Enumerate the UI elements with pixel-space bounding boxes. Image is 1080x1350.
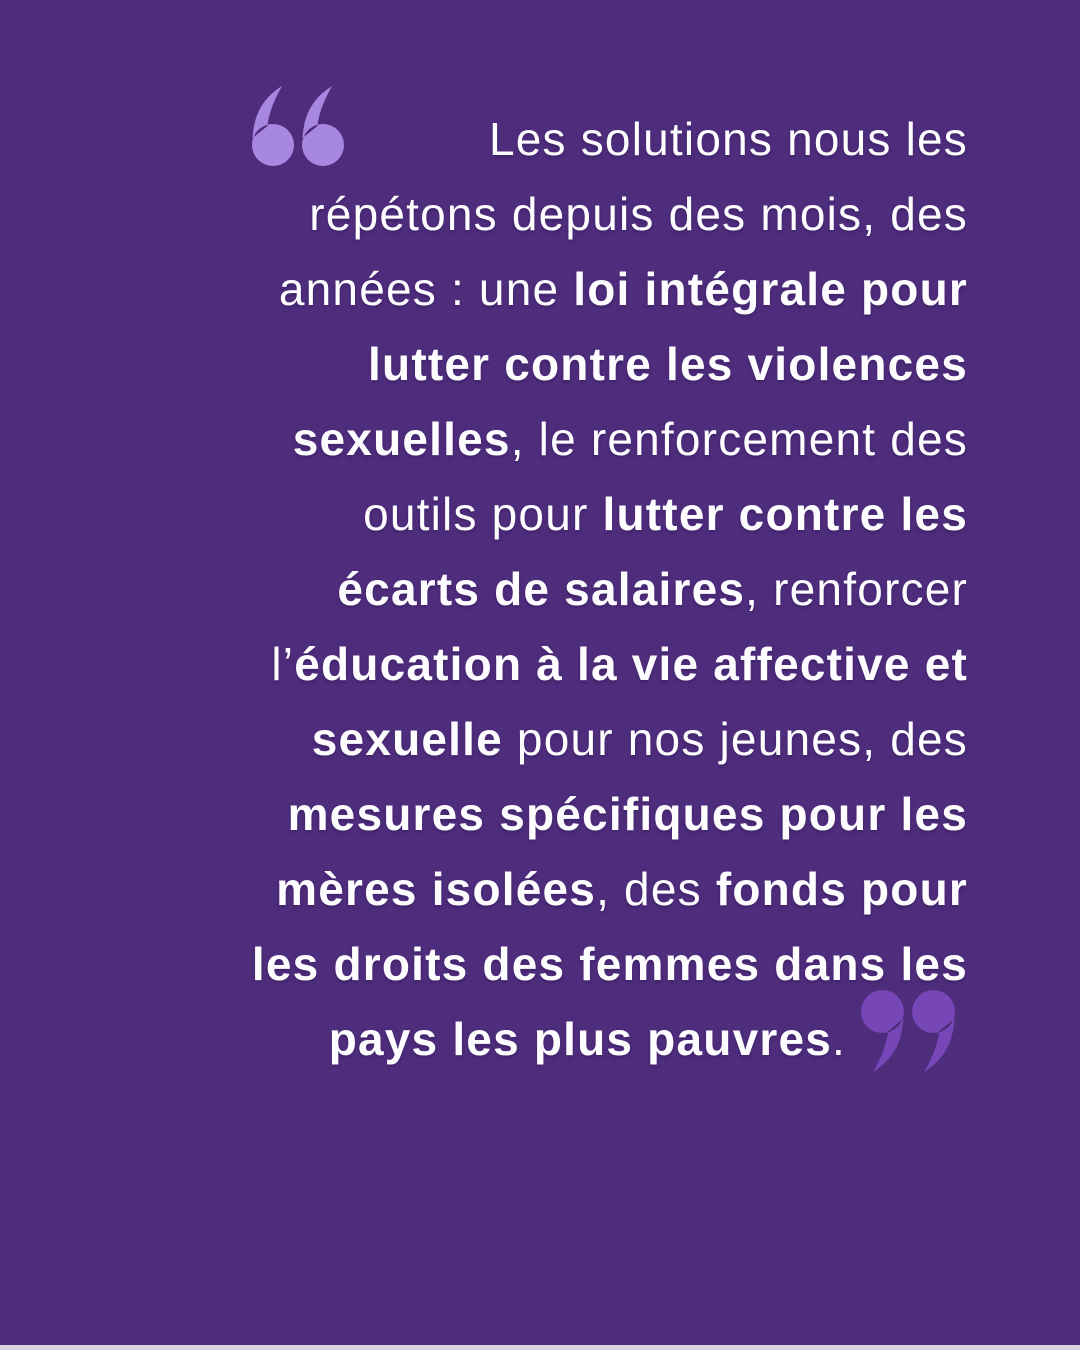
quote-segment: Les solutions nous les bbox=[488, 113, 968, 165]
quote-line bbox=[100, 177, 968, 252]
quote-segment: , des bbox=[596, 863, 716, 915]
quote-line bbox=[100, 102, 968, 177]
quote-line bbox=[100, 477, 968, 552]
quote-line bbox=[100, 252, 968, 327]
quote-line bbox=[100, 702, 968, 777]
quote-segment: loi intégrale pour bbox=[573, 263, 968, 315]
close-quote-icon bbox=[860, 990, 956, 1072]
quote-line bbox=[100, 627, 968, 702]
bottom-edge-strip bbox=[0, 1345, 1080, 1350]
quote-segment: outils pour bbox=[363, 488, 603, 540]
quote-segment: les droits des femmes dans les bbox=[251, 938, 968, 990]
quote-segment: . bbox=[832, 1013, 846, 1065]
quote-segment: pays les plus pauvres bbox=[328, 1013, 833, 1065]
quote-segment: l’ bbox=[271, 638, 295, 690]
quote-segment: lutter contre les violences bbox=[368, 338, 968, 390]
quote-segment: mesures spécifiques pour les bbox=[287, 788, 968, 840]
quote-segment: , renforcer bbox=[745, 563, 968, 615]
quote-line bbox=[100, 402, 968, 477]
quote-segment: , le renforcement des bbox=[510, 413, 968, 465]
quote-line bbox=[100, 1002, 968, 1077]
quote-segment: mères isolées bbox=[276, 863, 597, 915]
quote-segment: années : une bbox=[278, 263, 574, 315]
quote-text bbox=[100, 102, 968, 1077]
quote-segment: lutter contre les bbox=[602, 488, 968, 540]
quote-segment: sexuelle bbox=[311, 713, 503, 765]
quote-line bbox=[100, 852, 968, 927]
quote-segment: écarts de salaires bbox=[337, 563, 746, 615]
quote-segment: répétons depuis des mois, des bbox=[309, 188, 968, 240]
quote-line bbox=[100, 327, 968, 402]
quote-segment: pour nos jeunes, des bbox=[502, 713, 968, 765]
quote-line bbox=[100, 927, 968, 1002]
quote-line bbox=[100, 552, 968, 627]
quote-segment: sexuelles bbox=[292, 413, 511, 465]
quote-segment: fonds pour bbox=[715, 863, 968, 915]
quote-line bbox=[100, 777, 968, 852]
quote-segment: éducation à la vie affective et bbox=[294, 638, 968, 690]
